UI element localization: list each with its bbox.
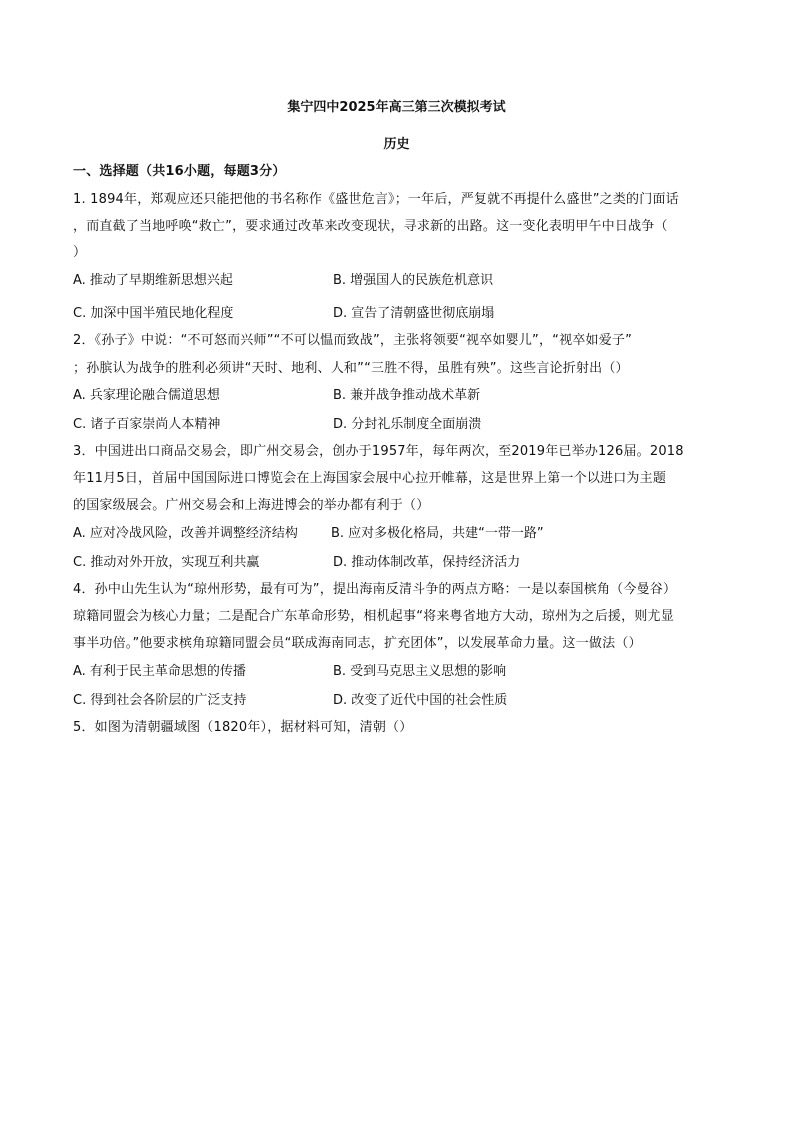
subject-title: 历史 bbox=[383, 137, 410, 152]
question-1-option-b: B. 增强国人的民族危机意识 bbox=[333, 273, 494, 288]
question-2-line-2: ；孙膑认为战争的胜利必须讲“天时、地利、人和”“三胜不得，虽胜有殃”。这些言论折射出（） bbox=[73, 361, 629, 376]
question-3-option-a: A. 应对冷战风险，改善并调整经济结构 bbox=[73, 526, 298, 541]
question-2-option-d: D. 分封礼乐制度全面崩溃 bbox=[333, 417, 482, 432]
section-heading: 一、选择题（共16小题，每题3分） bbox=[73, 164, 286, 179]
question-1-line-2: ，而直截了当地呼唤“救亡”，要求通过改革来改变现状，寻求新的出路。这一变化表明甲午中日战争（ bbox=[73, 219, 668, 234]
question-3-option-d: D. 推动体制改革，保持经济活力 bbox=[333, 555, 521, 570]
question-4-option-a: A. 有利于民主革命思想的传播 bbox=[73, 664, 246, 679]
question-5-line-1: 5．如图为清朝疆域图（1820年），据材料可知，清朝（） bbox=[73, 720, 413, 735]
exam-title: 集宁四中2025年高三第三次模拟考试 bbox=[287, 100, 506, 115]
question-1-option-a: A. 推动了早期维新思想兴起 bbox=[73, 273, 233, 288]
question-4-option-b: B. 受到马克思主义思想的影响 bbox=[333, 664, 507, 679]
question-1-line-1: 1. 1894年，郑观应还只能把他的书名称作《盛世危言》；一年后，严复就不再提什么盛世”之类的门面话 bbox=[73, 192, 679, 207]
question-4-line-1: 4．孙中山先生认为“琼州形势，最有可为”，提出海南反清斗争的两点方略：一是以泰国槟角（今曼谷） bbox=[73, 582, 677, 597]
question-3-line-2: 年11月5日，首届中国国际进口博览会在上海国家会展中心拉开帷幕，这是世界上第一个以进口为主题 bbox=[73, 471, 667, 486]
question-1-line-3: ） bbox=[73, 245, 87, 260]
question-3-line-1: 3．中国进出口商品交易会，即广州交易会，创办于1957年，每年两次，至2019年已举办126届。2018 bbox=[73, 444, 684, 459]
question-2-line-1: 2．《孙子》中说：“不可怒而兴师”“不可以愠而致战”，主张将领要“视卒如婴儿”，“视卒如爱子” bbox=[73, 333, 633, 348]
question-3-option-b: B. 应对多极化格局，共建“一带一路” bbox=[331, 526, 544, 541]
question-3-option-c: C. 推动对外开放，实现互利共赢 bbox=[73, 555, 260, 570]
question-4-line-2: 琼籍同盟会为核心力量；二是配合广东革命形势，相机起事“将来粤省地方大动，琼州为之后援，则尤显 bbox=[73, 609, 674, 624]
question-4-option-c: C. 得到社会各阶层的广泛支持 bbox=[73, 693, 247, 708]
question-4-line-3: 事半功倍。”他要求槟角琼籍同盟会员“联成海南同志，扩充团体”，以发展革命力量。这一做法（） bbox=[73, 636, 642, 651]
question-4-option-d: D. 改变了近代中国的社会性质 bbox=[333, 693, 508, 708]
question-1-option-d: D. 宣告了清朝盛世彻底崩塌 bbox=[333, 306, 495, 321]
question-2-option-b: B. 兼并战争推动战术革新 bbox=[333, 388, 481, 403]
question-2-option-c: C. 诸子百家崇尚人本精神 bbox=[73, 417, 221, 432]
question-3-line-3: 的国家级展会。广州交易会和上海进博会的举办都有利于（） bbox=[73, 498, 430, 513]
question-2-option-a: A. 兵家理论融合儒道思想 bbox=[73, 388, 220, 403]
question-1-option-c: C. 加深中国半殖民地化程度 bbox=[73, 306, 234, 321]
